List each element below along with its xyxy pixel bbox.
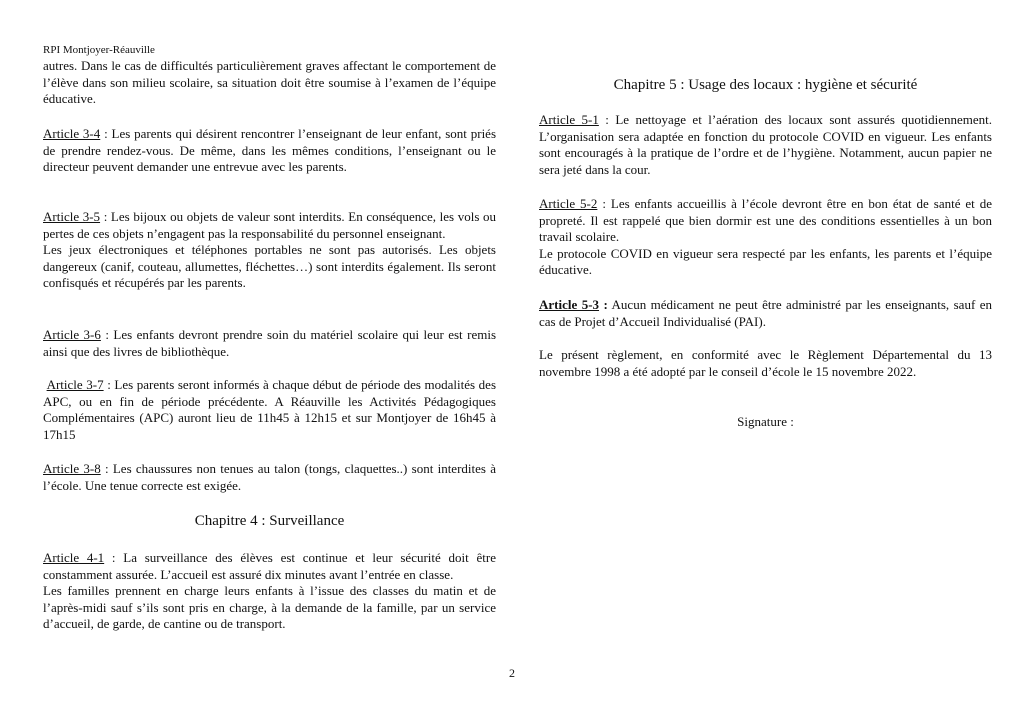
closing-paragraph: Le présent règlement, en conformité avec le Règlement Départemental du 13 novembre 1998 a été adopté par le conseil d’école le 15 novembre 2022. (539, 347, 992, 379)
article-3-6 (43, 327, 496, 360)
article-5-3-colon: : (599, 297, 608, 312)
article-3-5-text: : Les bijoux ou objets de valeur sont interdits. En conséquence, les vols ou pertes de ces objets n’engagent pas la responsabilité du personnel enseignant. (43, 209, 497, 241)
signature-label: Signature : (737, 414, 794, 429)
article-3-8 (43, 461, 496, 494)
article-4-1-text-2: Les familles prennent en charge leurs enfants à l’issue des classes du matin et de l’après-midi sauf s’ils sont pris en charge, à la demande de la famille, par un service d’accueil, de garde, de cantine ou de transport. (43, 583, 496, 632)
article-4-1 (43, 550, 496, 633)
article-5-2-label: Article 5-2 (539, 196, 598, 211)
article-5-2 (539, 196, 992, 279)
article-4-1-label: Article 4-1 (43, 550, 105, 565)
article-3-5-label: Article 3-5 (43, 209, 101, 224)
chapter-5-title: Chapitre 5 : Usage des locaux : hygiène et sécurité (613, 77, 918, 93)
article-5-2-text-2: Le protocole COVID en vigueur sera respecté par les enfants, les parents et l’équipe éducative. (539, 245, 992, 278)
article-5-1-text: : Le nettoyage et l’aération des locaux sont assurés quotidiennement. L’organisation sera adaptée en fonction du protocole COVID en vigueur. Les enfants sont encouragés à la pratique de l’ordre et de l’hygiène. Notamment, aucun papier ne sera jeté dans la cour. (539, 112, 993, 177)
article-5-1-label: Article 5-1 (539, 112, 599, 127)
article-3-6-label: Article 3-6 (43, 327, 101, 342)
article-3-5 (43, 209, 496, 292)
article-3-7-label: Article 3-7 (46, 377, 104, 392)
article-4-1-text: : La surveillance des élèves est continue et leur sécurité doit être constamment assurée. L’accueil est assuré dix minutes avant l’entrée en classe. (43, 550, 496, 582)
article-5-2-text: : Les enfants accueillis à l’école devront être en bon état de santé et de propreté. Il est rappelé que bien dormir est une des conditions essentielles à un bon travail scolaire. (539, 196, 993, 245)
article-3-4-label: Article 3-4 (43, 126, 101, 141)
article-3-7-text: : Les parents seront informés à chaque début de période des modalités des APC, ou en fin de période précédente. A Réauville les Activités Pédagogiques Complémentaires (APC) auront lieu de 11h45 à 12h15 et sur Montjoyer de 16h45 à 17h15 (43, 377, 497, 442)
article-3-4-text: : Les parents qui désirent rencontrer l’enseignant de leur enfant, sont priés de prendre rendez-vous. De même, dans les mêmes conditions, l’enseignant ou le directeur peuvent demander une entrevue avec les parents. (43, 126, 497, 175)
page-number: 2 (509, 666, 515, 680)
school-header: RPI Montjoyer-Réauville (43, 44, 155, 56)
article-3-8-label: Article 3-8 (43, 461, 101, 476)
article-5-1 (539, 112, 992, 178)
article-3-6-text: : Les enfants devront prendre soin du matériel scolaire qui leur est remis ainsi que des livres de bibliothèque. (43, 327, 497, 359)
article-3-8-text: : Les chaussures non tenues au talon (tongs, claquettes..) sont interdites à l’école. Une tenue correcte est exigée. (43, 461, 497, 493)
article-5-3 (539, 297, 992, 330)
intro-paragraph: autres. Dans le cas de difficultés particulièrement graves affectant le comportement de l’élève dans son milieu scolaire, sa situation doit être soumise à l’examen de l’équipe éducative. (43, 58, 496, 107)
article-3-7 (43, 377, 496, 443)
article-3-5-text-2: Les jeux électroniques et téléphones portables ne sont pas autorisés. Les objets dangereux (canif, couteau, allumettes, fléchettes…) sont interdits également. Ils seront confisqués et récupérés par les parents. (43, 242, 496, 291)
article-3-4 (43, 126, 496, 176)
article-5-3-label: Article 5-3 (539, 297, 600, 312)
article-5-3-text: Aucun médicament ne peut être administré par les enseignants, sauf en cas de Projet d’Accueil Individualisé (PAI). (539, 297, 992, 329)
chapter-4-title: Chapitre 4 : Surveillance (194, 513, 345, 529)
